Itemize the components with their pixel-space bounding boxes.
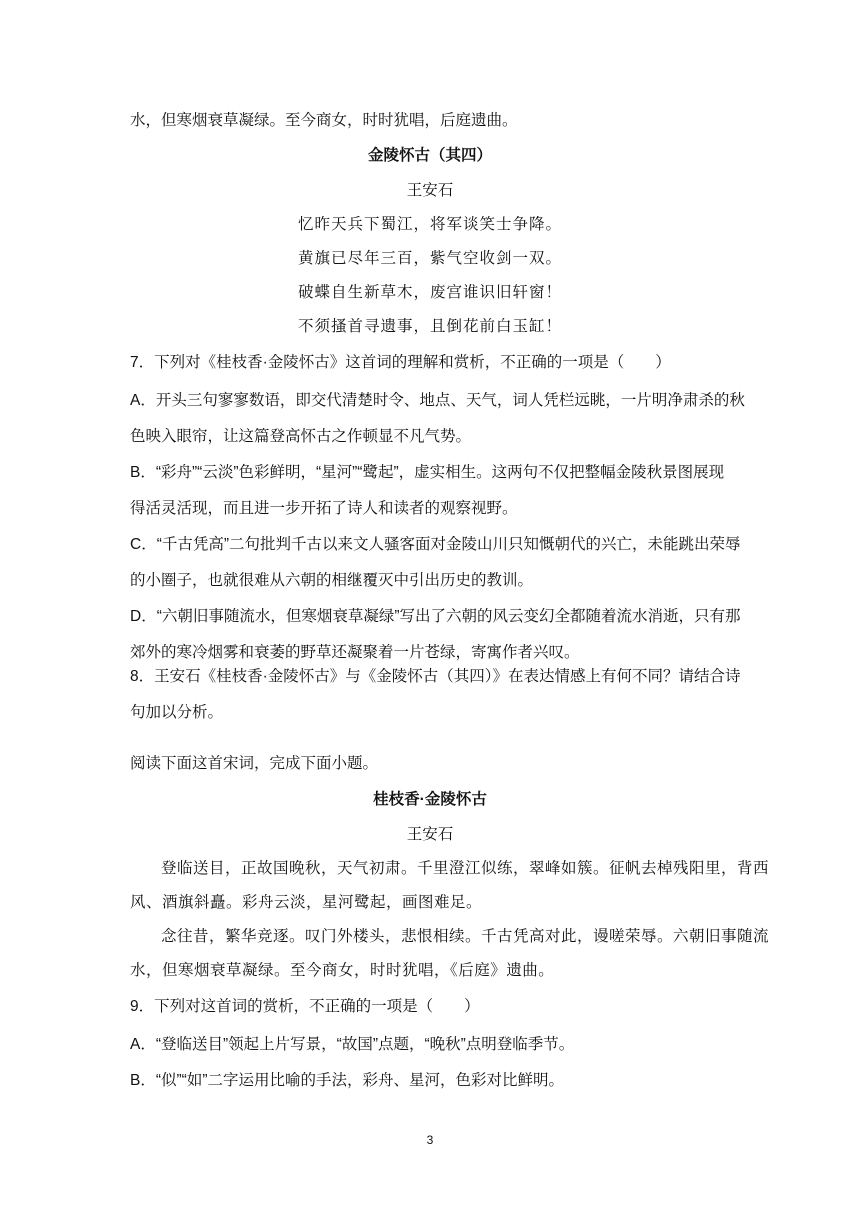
poem-line: 黄旗已尽年三百，紫气空收剑一双。	[297, 249, 562, 267]
question-9-option-a: A．“登临送目”领起上片写景，“故国”点题，“晚秋”点明登临季节。	[130, 1036, 575, 1053]
ci-paragraph-2-cont: 水，但寒烟衰草凝绿。至今商女，时时犹唱，《后庭》遗曲。	[130, 961, 555, 979]
poem-line: 忆昨天兵下蜀江，将军谈笑士争降。	[297, 215, 562, 233]
question-7-option-b: B．“彩舟”“云淡”色彩鲜明，“星河”“鹭起”，虚实相生。这两句不仅把整幅金陵秋景图展现	[130, 464, 725, 481]
question-7-option-c: C．“千古凭高”二句批判千古以来文人骚客面对金陵山川只知慨朝代的兴亡，未能跳出荣辱	[130, 536, 741, 553]
reading-intro: 阅读下面这首宋词，完成下面小题。	[130, 755, 379, 772]
ci-paragraph-2: 念往昔，繁华竞逐。叹门外楼头，悲恨相续。千古凭高对此，谩嗟荣辱。六朝旧事随流	[161, 927, 770, 945]
question-9-option-b: B．“似”“如”二字运用比喻的手法，彩舟、星河，色彩对比鲜明。	[130, 1072, 564, 1089]
ci-paragraph-1-cont: 风、酒旗斜矗。彩舟云淡，星河鹭起，画图难足。	[130, 893, 483, 911]
poem-author: 王安石	[406, 181, 454, 199]
question-7-option-a-cont: 色映入眼帘，让这篇登高怀古之作顿显不凡气势。	[130, 428, 472, 445]
ci-title: 桂枝香·金陵怀古	[373, 791, 487, 808]
question-7-option-a: A．开头三句寥寥数语，即交代清楚时令、地点、天气，词人凭栏远眺，一片明净肃杀的秋	[130, 392, 745, 409]
page-number: 3	[426, 1133, 434, 1147]
question-7-option-b-cont: 得活灵活现，而且进一步开拓了诗人和读者的观察视野。	[130, 500, 518, 517]
question-7-option-d: D．“六朝旧事随流水，但寒烟衰草凝绿”写出了六朝的风云变幻全都随着流水消逝，只有那	[130, 608, 741, 625]
poem-line: 破蝶自生新草木，废宫谁识旧轩窗！	[297, 283, 562, 301]
question-9-stem: 9．下列对这首词的赏析，不正确的一项是（ ）	[130, 998, 480, 1015]
question-7-option-c-cont: 的小圈子，也就很难从六朝的相继覆灭中引出历史的教训。	[130, 572, 534, 589]
ci-paragraph-1: 登临送目，正故国晚秋，天气初肃。千里澄江似练，翠峰如簇。征帆去棹残阳里，背西	[161, 859, 770, 877]
question-8-stem-cont: 句加以分析。	[130, 704, 224, 721]
question-7-stem: 7．下列对《桂枝香·金陵怀古》这首词的理解和赏析，不正确的一项是（ ）	[130, 354, 671, 371]
ci-author: 王安石	[406, 825, 454, 843]
poem-continuation-line: 水，但寒烟衰草凝绿。至今商女，时时犹唱，后庭遗曲。	[130, 111, 518, 129]
question-8-stem: 8．王安石《桂枝香·金陵怀古》与《金陵怀古（其四）》在表达情感上有何不同？请结合诗	[130, 668, 741, 685]
question-7-option-d-cont: 郊外的寒冷烟雾和衰萎的野草还凝聚着一片苍绿，寄寓作者兴叹。	[130, 644, 580, 661]
poem-line: 不须搔首寻遗事，且倒花前白玉缸！	[297, 317, 562, 335]
poem-title: 金陵怀古（其四）	[367, 147, 492, 164]
